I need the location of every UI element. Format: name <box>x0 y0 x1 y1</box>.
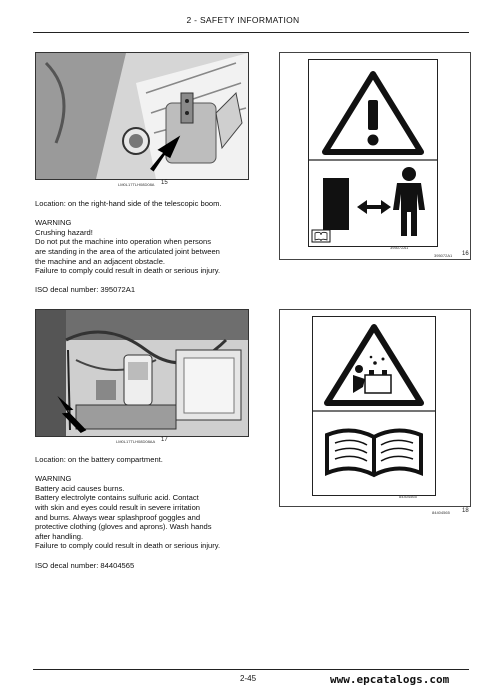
battery-photo-illustration <box>36 310 248 436</box>
decal-code: 84404565 <box>399 494 417 499</box>
double-arrow-icon <box>357 200 391 214</box>
location-text: Location: on the battery compartment. <box>35 455 163 464</box>
warning-label: WARNING <box>35 474 72 484</box>
crushing-decal <box>308 59 438 247</box>
hazard-text: Battery acid causes burns. <box>35 483 125 493</box>
photo-code: LM0L17TLH08D08A <box>118 182 155 187</box>
hazard-text: Crushing hazard! <box>35 227 93 237</box>
decal-frame <box>279 309 471 507</box>
footer-rule <box>33 669 469 670</box>
body-line: after handling. <box>35 531 84 541</box>
body-line: Failure to comply could result in death or serious injury. <box>35 541 221 551</box>
header-rule <box>33 32 469 33</box>
battery-acid-decal <box>312 316 436 496</box>
body-line: Do not put the machine into operation when persons <box>35 237 212 247</box>
book-icon <box>327 430 421 475</box>
section2-text <box>35 455 250 570</box>
decal-caption-code: 84404565 <box>432 510 450 515</box>
decal-code: 395072A1 <box>390 245 409 250</box>
body-line: the machine and an adjacent obstacle. <box>35 256 166 266</box>
body-line: with skin and eyes could result in severe irritation <box>35 502 201 512</box>
acid-splash-icon <box>353 356 391 393</box>
manual-icon <box>312 230 330 242</box>
decal-caption-code: 395072A1 <box>434 253 453 258</box>
decal-number-text: ISO decal number: 395072A1 <box>35 285 136 295</box>
boom-photo-illustration <box>36 53 248 179</box>
figure-number: 17 <box>161 437 168 443</box>
figure-number: 16 <box>462 251 469 257</box>
battery-acid-decal-graphic <box>313 317 435 495</box>
obstacle-icon <box>323 178 349 230</box>
crushing-decal-graphic <box>309 60 437 246</box>
body-line: Battery electrolyte contains sulfuric acid. Contact <box>35 493 199 503</box>
decal-frame <box>279 52 471 260</box>
figure-number: 15 <box>161 180 168 186</box>
warning-label: WARNING <box>35 218 72 228</box>
watermark-site: www.epcatalogs.com <box>330 673 450 686</box>
photo-code: LM0L17TLH08D08AA <box>116 439 156 444</box>
page-header-title: 2 - SAFETY INFORMATION <box>186 15 300 25</box>
page-number: 2-45 <box>240 674 257 683</box>
section1-text <box>35 199 250 295</box>
body-line: are standing in the area of the articulated joint between <box>35 246 220 256</box>
location-text: Location: on the right-hand side of the telescopic boom. <box>35 199 222 208</box>
figure-number: 18 <box>462 508 469 514</box>
decal-number-text: ISO decal number: 84404565 <box>35 560 135 570</box>
person-icon <box>393 167 425 236</box>
body-line: and burns. Always wear splashproof goggles and <box>35 512 201 522</box>
body-line: protective clothing (gloves and aprons). Wash hands <box>35 522 212 532</box>
boom-photo <box>35 52 249 180</box>
battery-photo <box>35 309 249 437</box>
body-line: Failure to comply could result in death or serious injury. <box>35 266 221 276</box>
